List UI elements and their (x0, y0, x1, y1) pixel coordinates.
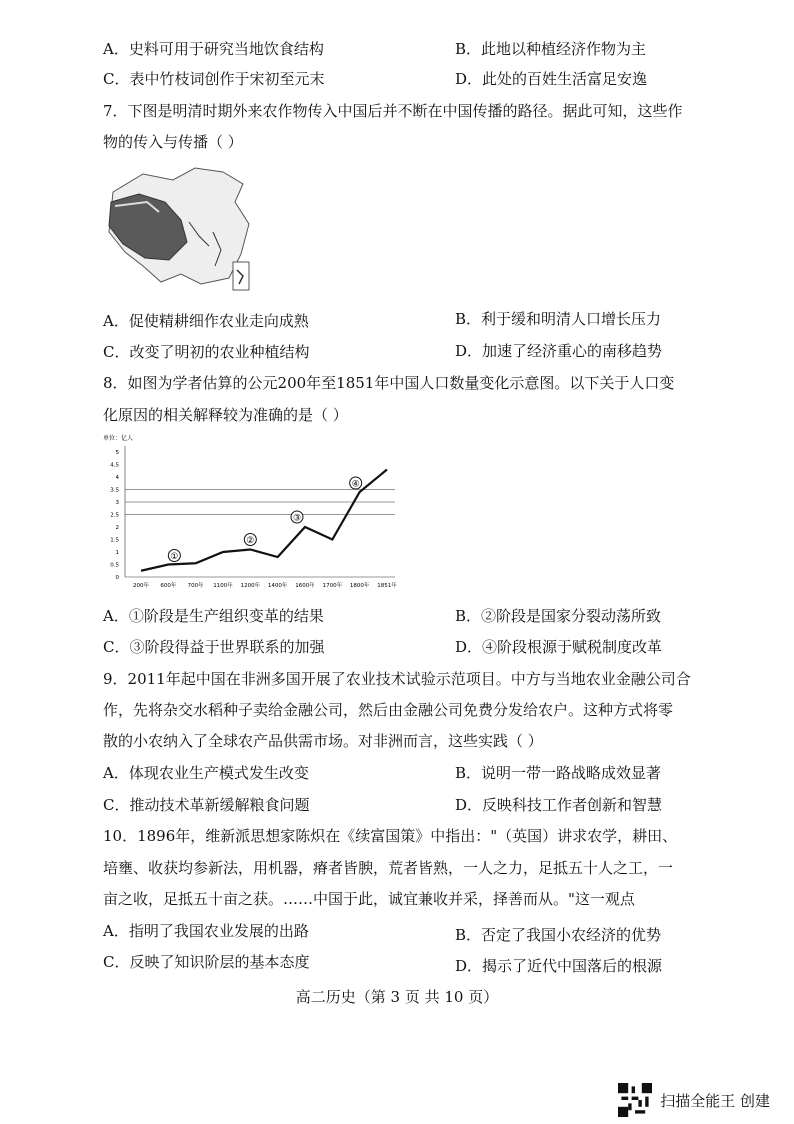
q7-stem-line2: 物的传入与传播（ ） (103, 133, 243, 151)
q10-option-d: D．揭示了近代中国落后的根源 (455, 957, 663, 975)
q9-option-b: B．说明一带一路战略成效显著 (455, 764, 662, 782)
q8-option-d: D．④阶段根源于赋税制度改革 (455, 638, 663, 656)
x-tick-label: 1700年 (322, 583, 343, 589)
q10-option-c: C．反映了知识阶层的基本态度 (103, 953, 310, 971)
q7-option-d: D．加速了经济重心的南移趋势 (455, 342, 663, 360)
y-tick-label: 0.5 (110, 562, 119, 569)
annotation-label: ② (246, 536, 255, 546)
y-tick-label: 3.5 (110, 487, 119, 494)
population-line-chart (103, 432, 403, 597)
q7-option-a: A．促使精耕细作农业走向成熟 (103, 312, 309, 330)
x-tick-label: 1600年 (295, 583, 315, 589)
chart-ylabel: 单位：亿人 (103, 435, 134, 442)
q9-option-a: A．体现农业生产模式发生改变 (103, 764, 309, 782)
y-tick-label: 2 (115, 525, 119, 531)
q10-option-a: A．指明了我国农业发展的出路 (103, 922, 309, 940)
y-tick-label: 5 (115, 450, 119, 456)
q9-stem-line1: 9．2011年起中国在非洲多国开展了农业技术试验示范项目。中方与当地农业金融公司合 (103, 670, 691, 688)
x-tick-label: 200年 (133, 583, 149, 589)
x-tick-label: 1851年 (377, 583, 397, 589)
y-tick-label: 1.5 (110, 537, 119, 544)
y-tick-label: 1 (115, 550, 119, 556)
q9-stem-line3: 散的小农纳入了全球农产品供需市场。对非洲而言，这些实践（ ） (103, 732, 543, 750)
y-tick-label: 2.5 (110, 512, 119, 519)
x-tick-label: 600年 (160, 583, 177, 589)
q9-stem-line2: 作，先将杂交水稻种子卖给金融公司，然后由金融公司免费分发给农户。这种方式将零 (103, 701, 674, 719)
q8-option-b: B．②阶段是国家分裂动荡所致 (455, 607, 662, 625)
brand-text: 扫描全能王 创建 (660, 1091, 770, 1110)
q10-stem-line2: 培壅、收获均参新法，用机器，瘠者皆腴，荒者皆熟，一人之力，足抵五十人之工，一 (103, 859, 674, 877)
q10-stem-line3: 亩之收，足抵五十亩之获。……中国于此，诚宜兼收并采，择善而从。"这一观点 (103, 890, 635, 908)
y-tick-label: 0 (115, 575, 119, 581)
q8-option-c: C．③阶段得益于世界联系的加强 (103, 638, 325, 656)
q8-option-a: A．①阶段是生产组织变革的结果 (103, 607, 324, 625)
x-tick-label: 1100年 (213, 583, 233, 589)
annotation-label: ① (170, 552, 179, 562)
y-tick-label: 4 (115, 475, 119, 481)
q9-option-c: C．推动技术革新缓解粮食问题 (103, 796, 310, 814)
china-crop-spread-map (103, 162, 255, 295)
scanner-brand (618, 1083, 770, 1117)
annotation-label: ④ (351, 479, 360, 490)
q10-option-b: B．否定了我国小农经济的优势 (455, 926, 662, 944)
q7-stem-line1: 7．下图是明清时期外来农作物传入中国后并不断在中国传播的路径。据此可知，这些作 (103, 102, 683, 120)
x-tick-label: 700年 (187, 583, 204, 589)
y-tick-label: 3 (115, 500, 119, 506)
page-footer: 高二历史（第 3 页 共 10 页） (295, 988, 499, 1006)
q6-option-a: A．史料可用于研究当地饮食结构 (103, 40, 324, 58)
q8-stem-line1: 8．如图为学者估算的公元200年至1851年中国人口数量变化示意图。以下关于人口变 (103, 374, 675, 392)
q6-option-c: C．表中竹枝词创作于宋初至元末 (103, 70, 325, 88)
x-tick-label: 1200年 (240, 583, 261, 589)
q6-option-b: B．此地以种植经济作物为主 (455, 40, 647, 58)
q9-option-d: D．反映科技工作者创新和智慧 (455, 796, 663, 814)
y-tick-label: 4.5 (110, 462, 119, 469)
q7-option-c: C．改变了明初的农业种植结构 (103, 343, 310, 361)
q8-stem-line2: 化原因的相关解释较为准确的是（ ） (103, 406, 348, 424)
q10-stem-line1: 10．1896年，维新派思想家陈炽在《续富国策》中指出："（英国）讲求农学，耕田、 (103, 827, 678, 845)
x-tick-label: 1800年 (349, 583, 370, 589)
q7-option-b: B．利于缓和明清人口增长压力 (455, 310, 662, 328)
annotation-label: ③ (292, 513, 302, 524)
x-tick-label: 1400年 (267, 583, 288, 589)
q6-option-d: D．此处的百姓生活富足安逸 (455, 70, 648, 88)
qr-code-icon (618, 1083, 652, 1117)
